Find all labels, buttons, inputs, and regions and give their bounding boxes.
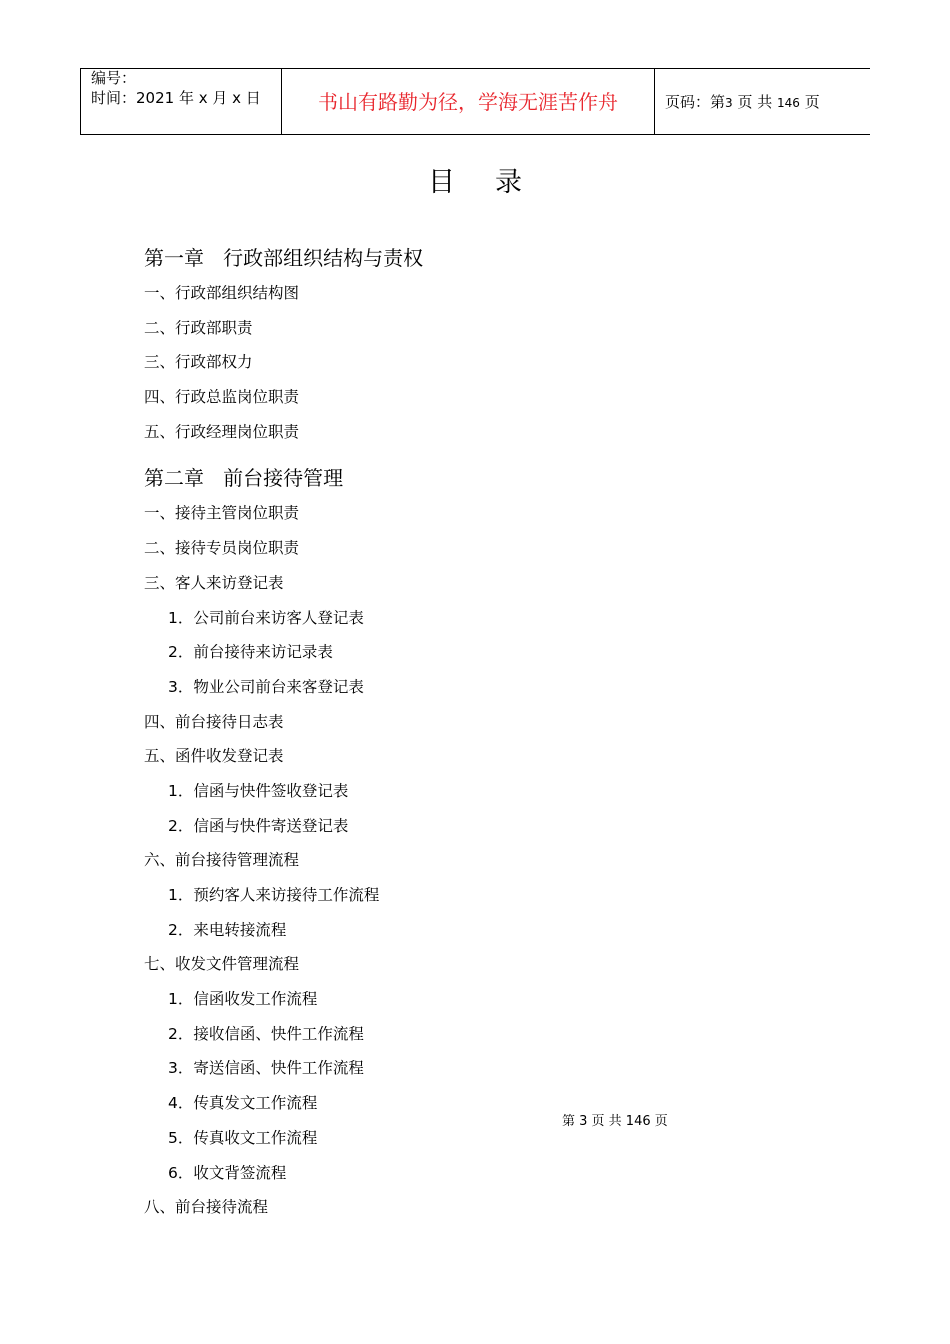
toc-subitem[interactable]: 1．信函收发工作流程 bbox=[168, 990, 318, 1009]
header-meta-cell bbox=[81, 69, 282, 134]
toc-chapter-2[interactable]: 第二章 前台接待管理 bbox=[144, 466, 344, 491]
toc-item[interactable]: 一、接待主管岗位职责 bbox=[144, 504, 300, 523]
toc-subitem[interactable]: 5．传真收文工作流程 bbox=[168, 1128, 318, 1147]
toc-subitem[interactable]: 3．寄送信函、快件工作流程 bbox=[168, 1059, 364, 1078]
toc-title: 目录 bbox=[428, 167, 562, 198]
toc-subitem[interactable]: 2．信函与快件寄送登记表 bbox=[168, 816, 349, 835]
toc-subitem[interactable]: 2．来电转接流程 bbox=[168, 920, 287, 939]
toc-subitem[interactable]: 4．传真发文工作流程 bbox=[168, 1094, 318, 1113]
serial-number-label: 编号： bbox=[91, 69, 137, 87]
toc-subitem[interactable]: 6．收文背签流程 bbox=[168, 1163, 287, 1182]
toc-subitem[interactable]: 2．前台接待来访记录表 bbox=[168, 643, 333, 662]
header-motto-cell bbox=[282, 69, 655, 134]
toc-item[interactable]: 二、接待专员岗位职责 bbox=[144, 539, 300, 558]
header-page-cell bbox=[655, 69, 871, 134]
toc-subitem[interactable]: 3．物业公司前台来客登记表 bbox=[168, 677, 364, 696]
page-total: 146 bbox=[777, 96, 800, 110]
toc-subitem[interactable]: 1．预约客人来访接待工作流程 bbox=[168, 886, 380, 904]
motto: 书山有路勤为径，学海无涯苦作舟 bbox=[318, 90, 618, 114]
toc-item[interactable]: 一、行政部组织结构图 bbox=[144, 284, 300, 302]
toc-chapter-1[interactable]: 第一章 行政部组织结构与责权 bbox=[144, 246, 424, 270]
toc-item[interactable]: 四、前台接待日志表 bbox=[144, 712, 284, 731]
toc-subitem[interactable]: 2．接收信函、快件工作流程 bbox=[168, 1024, 364, 1043]
table-of-contents bbox=[144, 240, 844, 1225]
date-label: 时间：2021 年 x 月 x 日 bbox=[91, 89, 261, 107]
toc-item[interactable]: 二、行政部职责 bbox=[144, 318, 253, 337]
toc-subitem[interactable]: 1．信函与快件签收登记表 bbox=[168, 781, 349, 800]
page-prefix: 页码：第 bbox=[665, 93, 726, 111]
footer-page-number: 第 3 页 共 146 页 bbox=[562, 1114, 668, 1129]
toc-item[interactable]: 五、行政经理岗位职责 bbox=[144, 422, 300, 441]
toc-item[interactable]: 八、前台接待流程 bbox=[144, 1198, 269, 1217]
page-mid: 页 共 bbox=[737, 93, 773, 111]
page-current: 3 bbox=[725, 96, 733, 110]
page-suffix: 页 bbox=[804, 93, 820, 111]
toc-item[interactable]: 四、行政总监岗位职责 bbox=[144, 388, 300, 407]
toc-item[interactable]: 三、客人来访登记表 bbox=[144, 573, 284, 592]
toc-item[interactable]: 六、前台接待管理流程 bbox=[144, 851, 300, 870]
toc-item[interactable]: 七、收发文件管理流程 bbox=[144, 955, 300, 974]
header-page-info bbox=[665, 93, 820, 112]
document-header bbox=[80, 68, 870, 135]
toc-subitem[interactable]: 1．公司前台来访客人登记表 bbox=[168, 608, 364, 627]
toc-item[interactable]: 三、行政部权力 bbox=[144, 353, 253, 372]
toc-item[interactable]: 五、函件收发登记表 bbox=[144, 747, 284, 766]
